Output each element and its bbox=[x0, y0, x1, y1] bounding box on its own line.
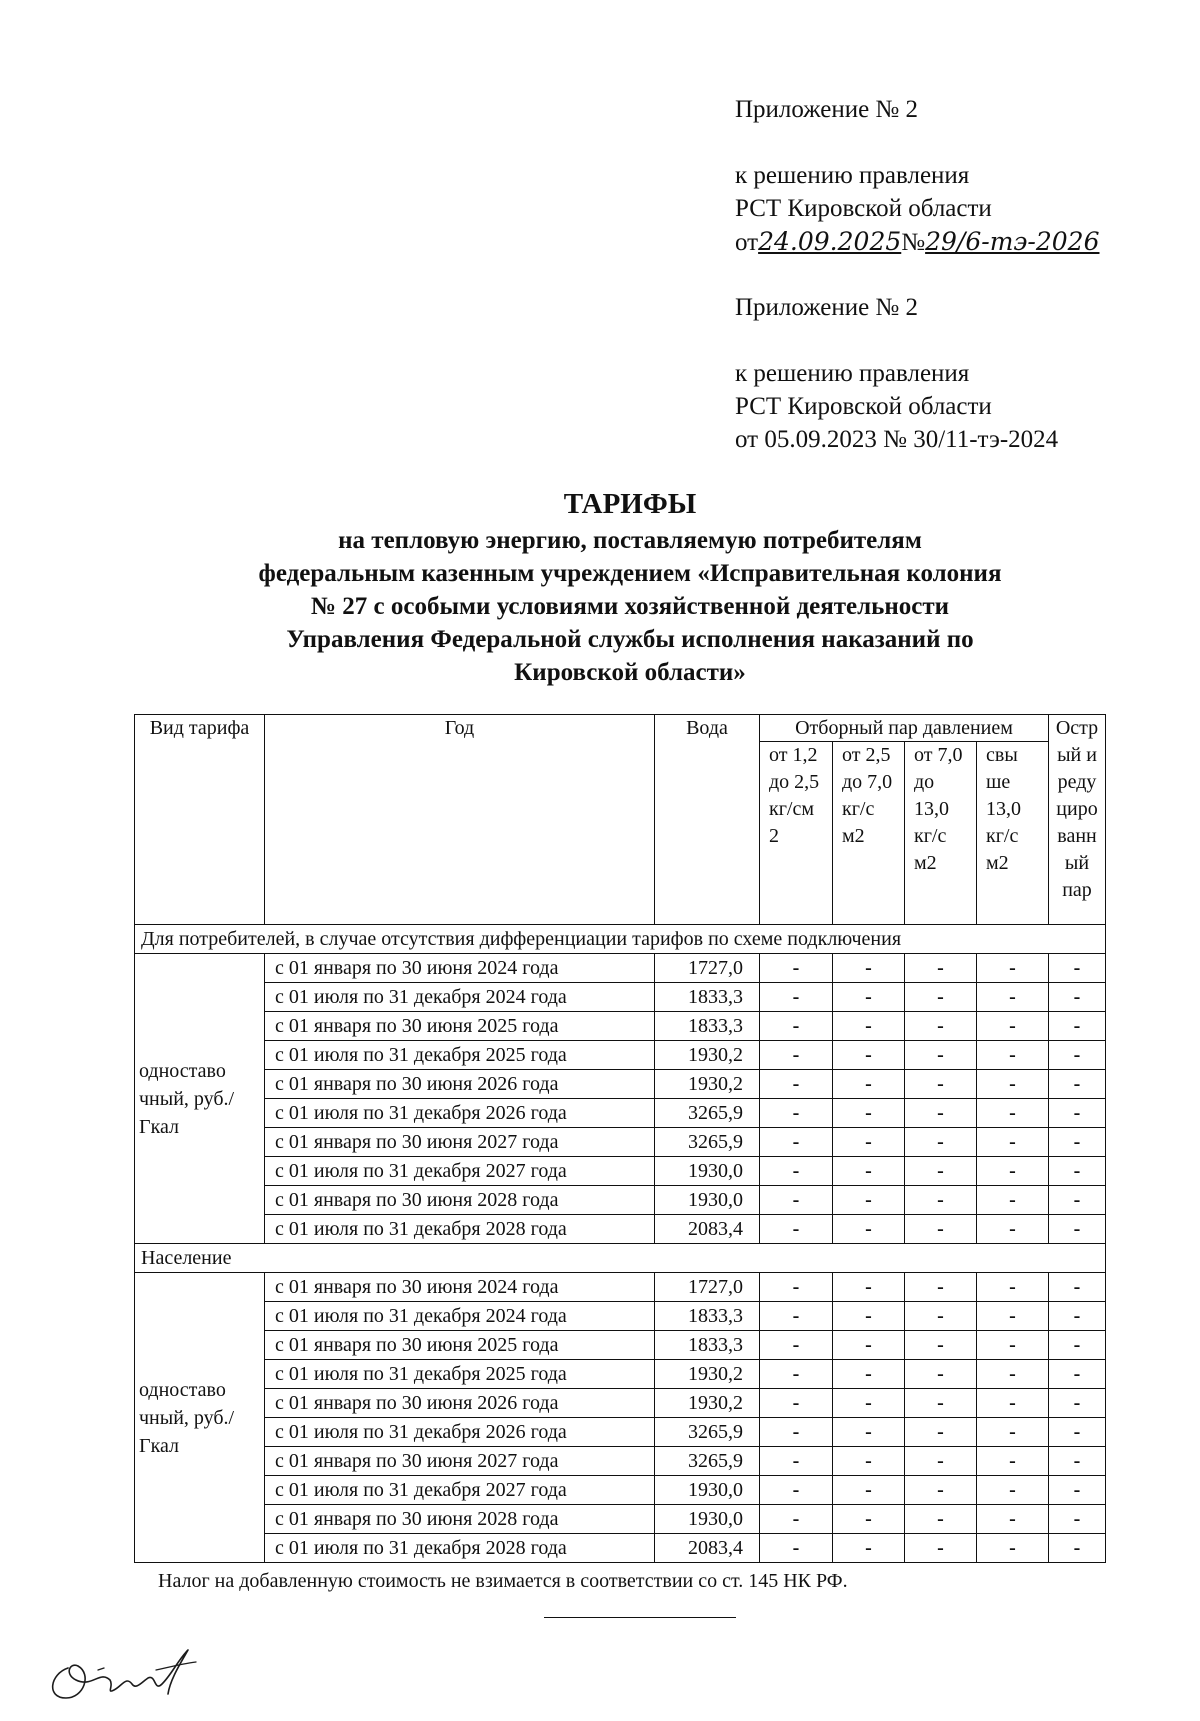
document-title: ТАРИФЫ bbox=[563, 488, 697, 520]
steam-4-cell: - bbox=[977, 1215, 1049, 1244]
decision-line-2: к решению правления bbox=[735, 360, 970, 387]
table-row bbox=[135, 1418, 1106, 1447]
steam-2-cell: - bbox=[833, 1041, 905, 1070]
steam-2-cell: - bbox=[833, 1447, 905, 1476]
steam-4-cell: - bbox=[977, 1302, 1049, 1331]
steam-2-cell: - bbox=[833, 1331, 905, 1360]
signature-image bbox=[40, 1640, 210, 1705]
steam-3-cell: - bbox=[905, 1099, 977, 1128]
steam-4-cell: - bbox=[977, 1418, 1049, 1447]
steam-2-cell: - bbox=[833, 1099, 905, 1128]
reduced-steam-cell: - bbox=[1049, 983, 1106, 1012]
title-line-3: № 27 с особыми условиями хозяйственной деятельности bbox=[310, 593, 950, 620]
steam-1-cell: - bbox=[760, 1041, 833, 1070]
reduced-steam-cell: - bbox=[1049, 1186, 1106, 1215]
steam-3-cell: - bbox=[905, 1534, 977, 1563]
steam-4-cell: - bbox=[977, 954, 1049, 983]
water-value-cell: 1727,0 bbox=[655, 954, 760, 983]
handwritten-number: 29/6-тэ-2026 bbox=[925, 227, 1100, 256]
water-value-cell: 1833,3 bbox=[655, 983, 760, 1012]
water-value-cell: 1930,2 bbox=[655, 1041, 760, 1070]
steam-2-cell: - bbox=[833, 1505, 905, 1534]
period-cell: с 01 июля по 31 декабря 2028 года bbox=[265, 1534, 655, 1563]
steam-4-cell: - bbox=[977, 1157, 1049, 1186]
period-cell: с 01 июля по 31 декабря 2026 года bbox=[265, 1418, 655, 1447]
water-value-cell: 1833,3 bbox=[655, 1331, 760, 1360]
period-cell: с 01 июля по 31 декабря 2025 года bbox=[265, 1041, 655, 1070]
tariffs-table bbox=[134, 714, 1106, 1563]
steam-2-cell: - bbox=[833, 983, 905, 1012]
steam-1-cell: - bbox=[760, 1534, 833, 1563]
header-god: Год bbox=[265, 715, 655, 925]
title-line-4: Управления Федеральной службы исполнения наказаний по bbox=[286, 626, 974, 653]
steam-2-cell: - bbox=[833, 1186, 905, 1215]
water-value-cell: 1930,2 bbox=[655, 1070, 760, 1099]
period-cell: с 01 января по 30 июня 2024 года bbox=[265, 1273, 655, 1302]
steam-4-cell: - bbox=[977, 1099, 1049, 1128]
table-row bbox=[135, 1302, 1106, 1331]
water-value-cell: 1727,0 bbox=[655, 1273, 760, 1302]
steam-4-cell: - bbox=[977, 1389, 1049, 1418]
steam-1-cell: - bbox=[760, 1012, 833, 1041]
reduced-steam-cell: - bbox=[1049, 1070, 1106, 1099]
steam-1-cell: - bbox=[760, 1389, 833, 1418]
table-row bbox=[135, 1186, 1106, 1215]
reduced-steam-cell: - bbox=[1049, 1360, 1106, 1389]
reduced-steam-cell: - bbox=[1049, 1012, 1106, 1041]
handwritten-date: 24.09.2025 bbox=[758, 227, 902, 256]
steam-3-cell: - bbox=[905, 1070, 977, 1099]
steam-3-cell: - bbox=[905, 1157, 977, 1186]
authority-line-2: РСТ Кировской области bbox=[735, 393, 992, 420]
table-row bbox=[135, 1534, 1106, 1563]
period-cell: с 01 января по 30 июня 2026 года bbox=[265, 1070, 655, 1099]
reduced-steam-cell: - bbox=[1049, 1099, 1106, 1128]
water-value-cell: 3265,9 bbox=[655, 1128, 760, 1157]
reduced-steam-cell: - bbox=[1049, 1505, 1106, 1534]
tariff-type-cell: одноставо чный, руб./Гкал bbox=[135, 954, 265, 1244]
header-ostry: Остр ый и реду циро ванн ый пар bbox=[1049, 715, 1106, 925]
steam-1-cell: - bbox=[760, 1505, 833, 1534]
header-voda: Вода bbox=[655, 715, 760, 925]
steam-3-cell: - bbox=[905, 1360, 977, 1389]
table-row bbox=[135, 1099, 1106, 1128]
steam-2-cell: - bbox=[833, 1215, 905, 1244]
water-value-cell: 1930,0 bbox=[655, 1186, 760, 1215]
steam-3-cell: - bbox=[905, 1215, 977, 1244]
water-value-cell: 1930,0 bbox=[655, 1505, 760, 1534]
water-value-cell: 2083,4 bbox=[655, 1215, 760, 1244]
reduced-steam-cell: - bbox=[1049, 1128, 1106, 1157]
reduced-steam-cell: - bbox=[1049, 1157, 1106, 1186]
steam-1-cell: - bbox=[760, 954, 833, 983]
period-cell: с 01 июля по 31 декабря 2028 года bbox=[265, 1215, 655, 1244]
vat-footnote: Налог на добавленную стоимость не взимается в соответствии со ст. 145 НК РФ. bbox=[158, 1570, 848, 1592]
steam-4-cell: - bbox=[977, 1476, 1049, 1505]
steam-3-cell: - bbox=[905, 1041, 977, 1070]
date-number-line-1 bbox=[735, 227, 1099, 258]
tariff-type-cell: одноставо чный, руб./Гкал bbox=[135, 1273, 265, 1563]
period-cell: с 01 января по 30 июня 2028 года bbox=[265, 1505, 655, 1534]
reduced-steam-cell: - bbox=[1049, 1534, 1106, 1563]
steam-3-cell: - bbox=[905, 1389, 977, 1418]
steam-1-cell: - bbox=[760, 1331, 833, 1360]
reduced-steam-cell: - bbox=[1049, 1273, 1106, 1302]
number-sign: № bbox=[901, 229, 926, 256]
table-row bbox=[135, 1215, 1106, 1244]
water-value-cell: 1930,2 bbox=[655, 1389, 760, 1418]
reduced-steam-cell: - bbox=[1049, 1215, 1106, 1244]
steam-2-cell: - bbox=[833, 1389, 905, 1418]
water-value-cell: 3265,9 bbox=[655, 1418, 760, 1447]
period-cell: с 01 июля по 31 декабря 2026 года bbox=[265, 1099, 655, 1128]
steam-3-cell: - bbox=[905, 1012, 977, 1041]
header-steam-col-2: от 2,5 до 7,0 кг/с м2 bbox=[833, 742, 905, 925]
reduced-steam-cell: - bbox=[1049, 1476, 1106, 1505]
table-row bbox=[135, 1157, 1106, 1186]
period-cell: с 01 января по 30 июня 2028 года bbox=[265, 1186, 655, 1215]
steam-2-cell: - bbox=[833, 1157, 905, 1186]
reduced-steam-cell: - bbox=[1049, 1302, 1106, 1331]
steam-3-cell: - bbox=[905, 1186, 977, 1215]
header-steam-col-4: свы ше 13,0 кг/с м2 bbox=[977, 742, 1049, 925]
steam-4-cell: - bbox=[977, 1041, 1049, 1070]
period-cell: с 01 января по 30 июня 2025 года bbox=[265, 1331, 655, 1360]
steam-2-cell: - bbox=[833, 1534, 905, 1563]
steam-3-cell: - bbox=[905, 1418, 977, 1447]
table-row bbox=[135, 1476, 1106, 1505]
table-row bbox=[135, 954, 1106, 983]
period-cell: с 01 июля по 31 декабря 2024 года bbox=[265, 983, 655, 1012]
steam-3-cell: - bbox=[905, 983, 977, 1012]
steam-2-cell: - bbox=[833, 954, 905, 983]
steam-1-cell: - bbox=[760, 1302, 833, 1331]
steam-2-cell: - bbox=[833, 1302, 905, 1331]
table-row bbox=[135, 1505, 1106, 1534]
steam-1-cell: - bbox=[760, 1070, 833, 1099]
table-row bbox=[135, 1331, 1106, 1360]
steam-4-cell: - bbox=[977, 1186, 1049, 1215]
water-value-cell: 2083,4 bbox=[655, 1534, 760, 1563]
steam-1-cell: - bbox=[760, 1157, 833, 1186]
reduced-steam-cell: - bbox=[1049, 1389, 1106, 1418]
water-value-cell: 1930,0 bbox=[655, 1157, 760, 1186]
reduced-steam-cell: - bbox=[1049, 1331, 1106, 1360]
period-cell: с 01 января по 30 июня 2027 года bbox=[265, 1128, 655, 1157]
water-value-cell: 3265,9 bbox=[655, 1099, 760, 1128]
steam-4-cell: - bbox=[977, 1273, 1049, 1302]
table-row bbox=[135, 1128, 1106, 1157]
period-cell: с 01 июля по 31 декабря 2027 года bbox=[265, 1476, 655, 1505]
signature-line bbox=[544, 1617, 736, 1618]
title-line-2: федеральным казенным учреждением «Исправительная колония bbox=[258, 560, 1002, 587]
header-steam-group: Отборный пар давлением bbox=[760, 715, 1049, 742]
table-row bbox=[135, 983, 1106, 1012]
steam-4-cell: - bbox=[977, 1070, 1049, 1099]
water-value-cell: 1833,3 bbox=[655, 1302, 760, 1331]
steam-2-cell: - bbox=[833, 1418, 905, 1447]
steam-1-cell: - bbox=[760, 1418, 833, 1447]
steam-2-cell: - bbox=[833, 1273, 905, 1302]
steam-2-cell: - bbox=[833, 1128, 905, 1157]
period-cell: с 01 июля по 31 декабря 2025 года bbox=[265, 1360, 655, 1389]
steam-3-cell: - bbox=[905, 1128, 977, 1157]
steam-3-cell: - bbox=[905, 1505, 977, 1534]
section-title: Для потребителей, в случае отсутствия дифференциации тарифов по схеме подключения bbox=[135, 925, 1106, 954]
table-row bbox=[135, 1447, 1106, 1476]
steam-4-cell: - bbox=[977, 1360, 1049, 1389]
water-value-cell: 1833,3 bbox=[655, 1012, 760, 1041]
steam-1-cell: - bbox=[760, 1215, 833, 1244]
steam-1-cell: - bbox=[760, 1360, 833, 1389]
period-cell: с 01 января по 30 июня 2025 года bbox=[265, 1012, 655, 1041]
table-row bbox=[135, 1389, 1106, 1418]
reduced-steam-cell: - bbox=[1049, 954, 1106, 983]
period-cell: с 01 июля по 31 декабря 2027 года bbox=[265, 1157, 655, 1186]
steam-3-cell: - bbox=[905, 1331, 977, 1360]
decision-line-1: к решению правления bbox=[735, 162, 970, 189]
steam-1-cell: - bbox=[760, 1128, 833, 1157]
water-value-cell: 1930,2 bbox=[655, 1360, 760, 1389]
period-cell: с 01 января по 30 июня 2026 года bbox=[265, 1389, 655, 1418]
authority-line-1: РСТ Кировской области bbox=[735, 195, 992, 222]
reduced-steam-cell: - bbox=[1049, 1041, 1106, 1070]
header-steam-col-1: от 1,2 до 2,5 кг/см 2 bbox=[760, 742, 833, 925]
steam-1-cell: - bbox=[760, 983, 833, 1012]
steam-3-cell: - bbox=[905, 1447, 977, 1476]
steam-4-cell: - bbox=[977, 1505, 1049, 1534]
steam-1-cell: - bbox=[760, 1099, 833, 1128]
steam-2-cell: - bbox=[833, 1360, 905, 1389]
steam-3-cell: - bbox=[905, 1476, 977, 1505]
table-row bbox=[135, 1070, 1106, 1099]
water-value-cell: 3265,9 bbox=[655, 1447, 760, 1476]
steam-4-cell: - bbox=[977, 1534, 1049, 1563]
section-title: Население bbox=[135, 1244, 1106, 1273]
table-row bbox=[135, 1360, 1106, 1389]
steam-1-cell: - bbox=[760, 1186, 833, 1215]
steam-1-cell: - bbox=[760, 1476, 833, 1505]
table-row bbox=[135, 1273, 1106, 1302]
steam-4-cell: - bbox=[977, 1128, 1049, 1157]
header-vid: Вид тарифа bbox=[135, 715, 265, 925]
steam-3-cell: - bbox=[905, 1302, 977, 1331]
title-line-5: Кировской области» bbox=[514, 659, 746, 686]
from-prefix: от bbox=[735, 229, 759, 256]
reduced-steam-cell: - bbox=[1049, 1447, 1106, 1476]
steam-2-cell: - bbox=[833, 1476, 905, 1505]
appendix-title-2: Приложение № 2 bbox=[735, 294, 919, 321]
steam-4-cell: - bbox=[977, 983, 1049, 1012]
table-row bbox=[135, 1012, 1106, 1041]
reduced-steam-cell: - bbox=[1049, 1418, 1106, 1447]
appendix-title-1: Приложение № 2 bbox=[735, 96, 919, 123]
steam-1-cell: - bbox=[760, 1273, 833, 1302]
steam-2-cell: - bbox=[833, 1070, 905, 1099]
header-steam-col-3: от 7,0 до 13,0 кг/с м2 bbox=[905, 742, 977, 925]
period-cell: с 01 июля по 31 декабря 2024 года bbox=[265, 1302, 655, 1331]
steam-4-cell: - bbox=[977, 1331, 1049, 1360]
steam-4-cell: - bbox=[977, 1447, 1049, 1476]
steam-2-cell: - bbox=[833, 1012, 905, 1041]
period-cell: с 01 января по 30 июня 2027 года bbox=[265, 1447, 655, 1476]
date-number-line-2: от 05.09.2023 № 30/11-тэ-2024 bbox=[735, 426, 1059, 453]
table-row bbox=[135, 1041, 1106, 1070]
water-value-cell: 1930,0 bbox=[655, 1476, 760, 1505]
period-cell: с 01 января по 30 июня 2024 года bbox=[265, 954, 655, 983]
steam-4-cell: - bbox=[977, 1012, 1049, 1041]
title-line-1: на тепловую энергию, поставляемую потребителям bbox=[338, 527, 922, 554]
steam-1-cell: - bbox=[760, 1447, 833, 1476]
steam-3-cell: - bbox=[905, 954, 977, 983]
steam-3-cell: - bbox=[905, 1273, 977, 1302]
